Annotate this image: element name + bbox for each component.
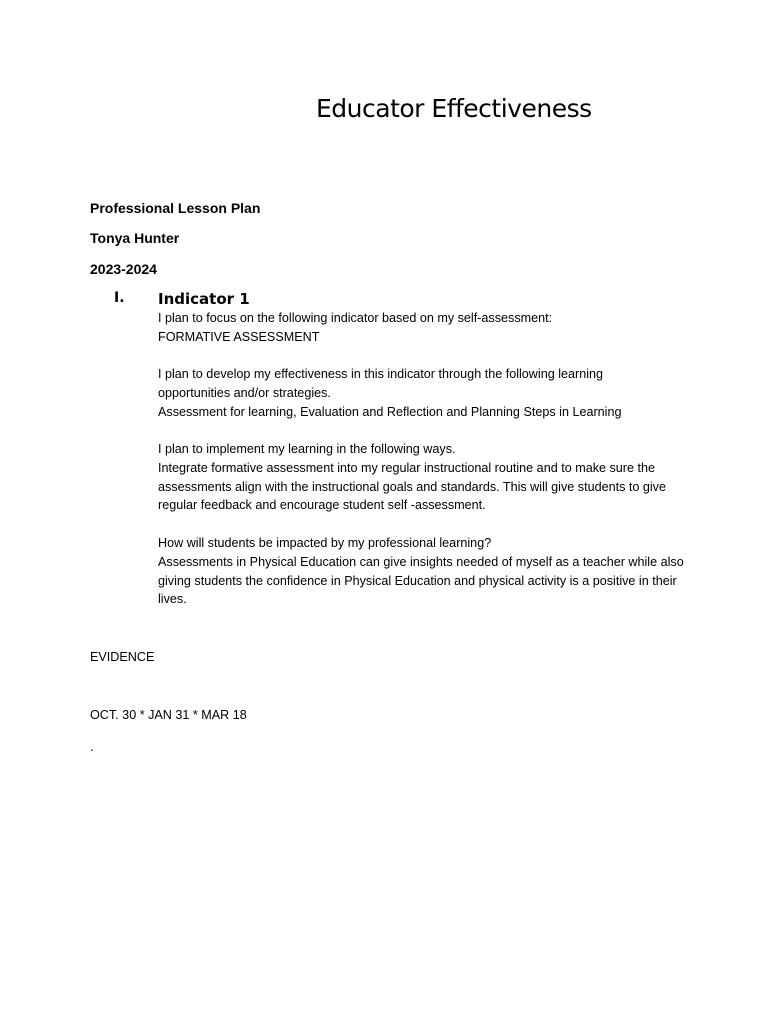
- impact-block: [158, 534, 688, 609]
- develop-prompt-line: I plan to develop my effectiveness in this indicator through the following learning: [158, 367, 604, 381]
- section-heading: Indicator 1: [158, 290, 250, 308]
- implement-block: [158, 440, 688, 515]
- develop-block: [158, 365, 688, 421]
- focus-answer: FORMATIVE ASSESSMENT: [158, 329, 320, 344]
- focus-block: [158, 309, 688, 347]
- focus-prompt: I plan to focus on the following indicator based on my self-assessment:: [158, 311, 553, 325]
- develop-prompt-line: opportunities and/or strategies.: [158, 385, 331, 400]
- section-number: I.: [114, 290, 125, 306]
- impact-answer-line: Assessments in Physical Education can give insights needed of myself as a teacher while also: [158, 554, 684, 569]
- evidence-label: EVIDENCE: [90, 650, 155, 664]
- school-year: 2023-2024: [90, 261, 157, 277]
- plan-type: Professional Lesson Plan: [90, 200, 261, 216]
- implement-answer-line: regular feedback and encourage student self -assessment.: [158, 498, 486, 513]
- implement-prompt: I plan to implement my learning in the following ways.: [158, 442, 456, 456]
- author-name: Tonya Hunter: [90, 230, 180, 246]
- document-title: Educator Effectiveness: [316, 94, 592, 123]
- impact-prompt: How will students be impacted by my professional learning?: [158, 536, 492, 550]
- implement-answer-line: Integrate formative assessment into my regular instructional routine and to make sure the: [158, 460, 655, 475]
- trailing-period: .: [90, 740, 94, 754]
- impact-answer-line: lives.: [158, 592, 187, 607]
- impact-answer-line: giving students the confidence in Physical Education and physical activity is a positive in their: [158, 573, 677, 588]
- evidence-dates: OCT. 30 * JAN 31 * MAR 18: [90, 708, 247, 722]
- implement-answer-line: assessments align with the instructional goals and standards. This will give students to give: [158, 479, 666, 494]
- develop-answer: Assessment for learning, Evaluation and Reflection and Planning Steps in Learning: [158, 404, 622, 419]
